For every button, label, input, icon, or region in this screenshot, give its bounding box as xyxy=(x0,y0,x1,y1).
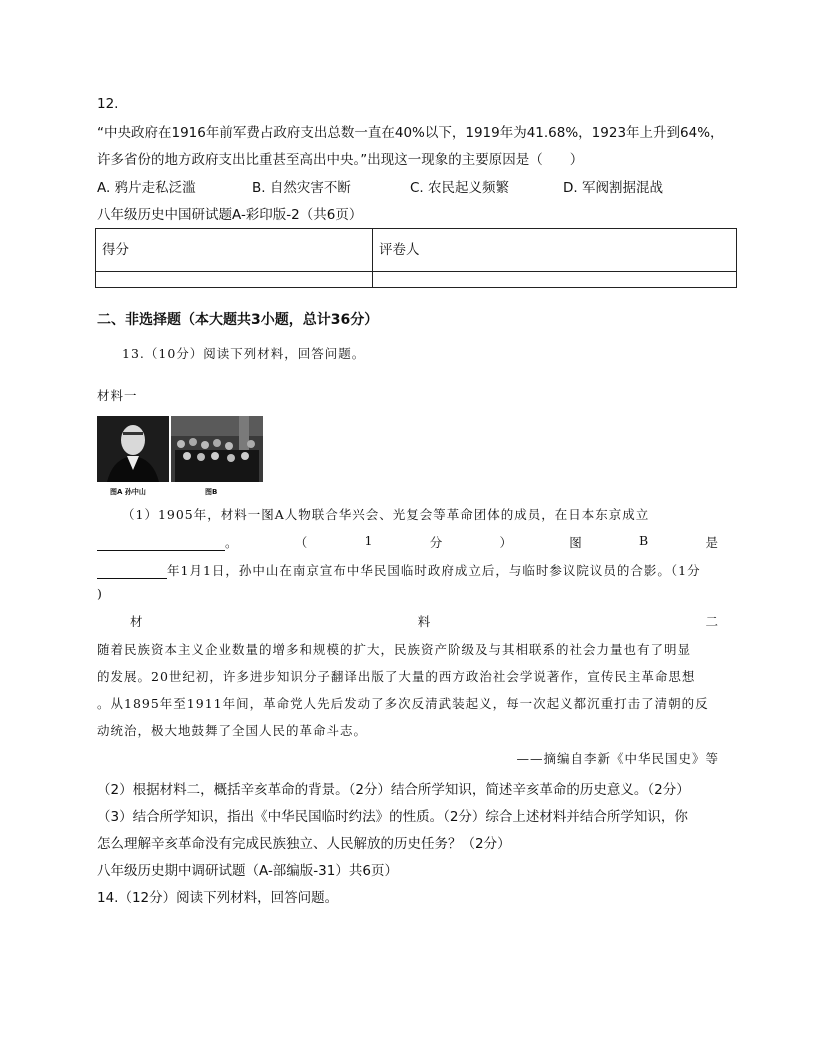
grader-header: 评卷人 xyxy=(373,229,737,272)
part-1-line3: 年1月1日，孙中山在南京宣布中华民国临时政府成立后，与临时参议院议员的合影。（1分 xyxy=(97,561,701,579)
question-12-stem-line2: 许多省份的地方政府支出比重甚至高出中央。”出现这一现象的主要原因是（ ） xyxy=(97,152,584,168)
material-1-label: 材料一 xyxy=(97,388,138,403)
material-2-line4: 动统治，极大地鼓舞了全国人民的革命斗志。 xyxy=(97,723,368,738)
part-1-line2: 。 （ 1 分 ） 图 B 是 xyxy=(97,533,719,551)
material-2-line3: 。从1895年至1911年间，革命党人先后发动了多次反清武装起义，每一次起义都沉重打击了清朝的反 xyxy=(97,696,709,711)
part-3-line2: 怎么理解辛亥革命没有完成民族独立、人民解放的历史任务？（2分） xyxy=(97,836,511,852)
option-d: D. 军阀割据混战 xyxy=(563,180,663,196)
question-12-number: 12. xyxy=(97,96,119,112)
part-1-line4: ) xyxy=(97,586,103,601)
part-3-line1: （3）结合所学知识，指出《中华民国临时约法》的性质。（2分）综合上述材料并结合所学知识，你 xyxy=(97,809,688,825)
option-c: C. 农民起义频繁 xyxy=(410,180,510,196)
page-footer-2: 八年级历史期中调研试题（A-部编版-31）共6页） xyxy=(97,863,398,879)
option-a: A. 鸦片走私泛滥 xyxy=(97,180,196,196)
photo-a-caption: 图A 孙中山 xyxy=(110,488,146,496)
score-header: 得分 xyxy=(96,229,373,272)
score-table xyxy=(95,228,737,288)
material-2-line1: 随着民族资本主义企业数量的增多和规模的扩大，民族资产阶级及与其相联系的社会力量也有了明显 xyxy=(97,642,692,657)
option-b: B. 自然灾害不断 xyxy=(252,180,351,196)
page-footer-1: 八年级历史中国研试题A-彩印版-2（共6页） xyxy=(97,207,363,223)
grader-cell xyxy=(373,272,737,288)
question-12-stem-line1: “中央政府在1916年前军费占政府支出总数一直在40%以下，1919年为41.68%，1923年上升到64%， xyxy=(97,125,724,141)
question-14-intro: 14.（12分）阅读下列材料，回答问题。 xyxy=(97,890,339,906)
group-photo xyxy=(171,416,263,482)
answer-blank-1[interactable] xyxy=(97,536,225,551)
answer-blank-2[interactable] xyxy=(97,564,167,579)
photo-b-caption: 图B xyxy=(205,488,218,496)
material-2-source: ——摘编自李新《中华民国史》等 xyxy=(516,751,719,766)
material-2-label: 材 料 二 xyxy=(130,614,719,629)
portrait-photo-sun-yatsen xyxy=(97,416,169,482)
section-2-title: 二、非选择题（本大题共3小题，总计36分） xyxy=(97,312,379,328)
material-2-line2: 的发展。20世纪初，许多进步知识分子翻译出版了大量的西方政治社会学说著作，宣传民主革命思想 xyxy=(97,669,696,684)
score-cell xyxy=(96,272,373,288)
question-13-intro: 13.（10分）阅读下列材料，回答问题。 xyxy=(122,346,366,361)
part-1-line1: （1）1905年，材料一图A人物联合华兴会、光复会等革命团体的成员，在日本东京成立 xyxy=(122,507,650,522)
part-2: （2）根据材料二，概括辛亥革命的背景。（2分）结合所学知识，简述辛亥革命的历史意义。（2分） xyxy=(97,782,690,798)
